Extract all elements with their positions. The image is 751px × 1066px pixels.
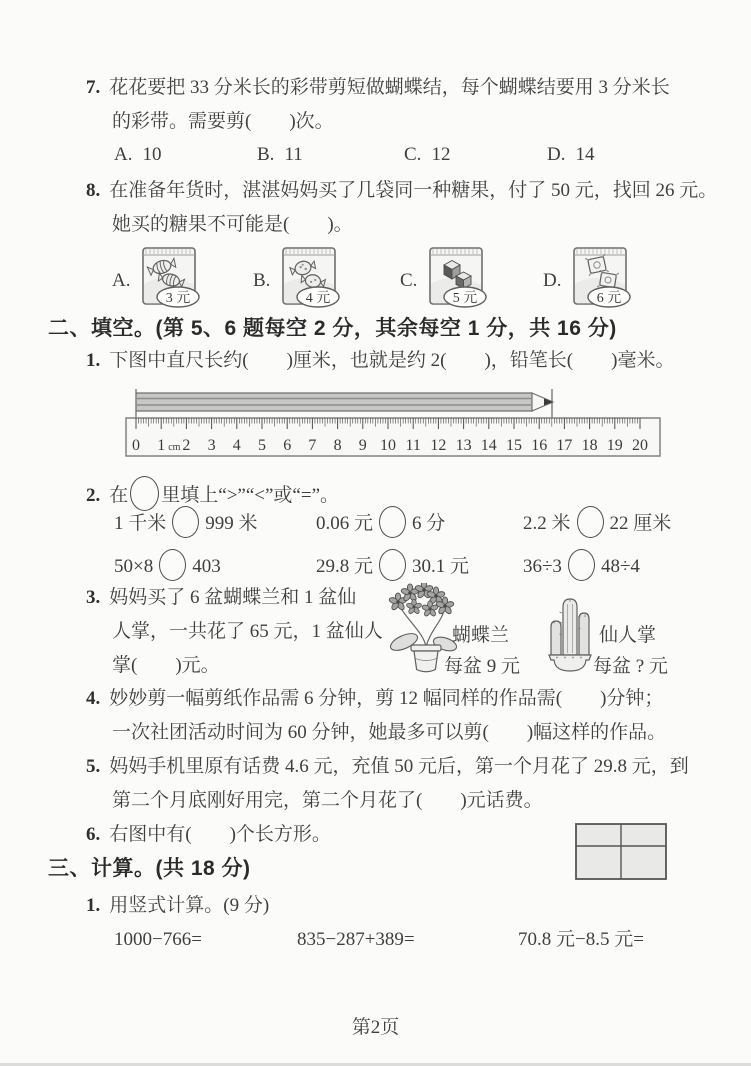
svg-text:3: 3	[207, 437, 216, 454]
option-c-value: 12	[431, 144, 451, 165]
cactus-plant-figure	[539, 593, 601, 677]
fill-3-number: 3.	[86, 587, 101, 608]
calc-expression-1: 1000−766=	[114, 929, 202, 950]
option-b-label: B.	[257, 144, 275, 165]
svg-text:6: 6	[283, 437, 292, 454]
fill-1-line	[86, 348, 674, 373]
calc-1-text: 用竖式计算。(9 分)	[109, 895, 270, 916]
blank-circle-icon	[379, 506, 406, 538]
svg-text:17: 17	[556, 437, 573, 454]
svg-text:11: 11	[405, 437, 421, 454]
bag-b-price: 4 元	[306, 291, 331, 306]
question-8-option-a	[112, 238, 203, 308]
fill-4-number: 4.	[86, 688, 101, 709]
fill-5-line-1: 5. 妈妈手机里原有话费 4.6 元，充值 50 元后，第一个月花了 29.8 元，到	[86, 756, 689, 777]
ruler-numbers	[132, 437, 648, 454]
fill-2-prompt-post: 里填上“>”“<”或“=”。	[161, 485, 340, 506]
rectangle-grid-figure	[575, 823, 667, 880]
candy-bag-4yuan-icon	[275, 238, 343, 308]
svg-text:18: 18	[581, 437, 598, 454]
blank-circle-icon	[172, 506, 199, 538]
fill-1-number: 1.	[86, 350, 101, 371]
fill-6-line: 6. 右图中有( )个长方形。	[86, 824, 331, 845]
option-a-value: 10	[142, 144, 162, 165]
comparison-item-1: 1 千米 999 米	[114, 506, 258, 538]
fill-5-number: 5.	[86, 756, 101, 777]
option-a-label: A.	[114, 144, 133, 165]
blank-circle-icon	[568, 549, 595, 581]
ruler-and-pencil-figure	[120, 388, 666, 468]
bag-b-label: B.	[253, 270, 271, 291]
question-7-text-1: 花花要把 33 分米长的彩带剪短做蝴蝶结，每个蝴蝶结要用 3 分米长	[109, 77, 670, 98]
cactus-label: 仙人掌	[599, 625, 657, 646]
option-d-label: D.	[547, 144, 566, 165]
question-7-option-c	[404, 144, 450, 166]
svg-text:19: 19	[606, 437, 623, 454]
fill-4-line-1: 4. 妙妙剪一幅剪纸作品需 6 分钟，剪 12 幅同样的作品需( )分钟；	[86, 688, 664, 709]
pencil-figure	[136, 393, 553, 411]
candy-bag-3yuan-icon	[135, 238, 203, 308]
bag-c-label: C.	[400, 270, 418, 291]
question-7-option-b	[257, 144, 303, 166]
calc-expression-2: 835−287+389=	[297, 929, 415, 950]
fill-6-number: 6.	[86, 824, 101, 845]
question-7-line-1	[86, 75, 670, 100]
section-calc-score-note: (共 18 分)	[155, 857, 251, 880]
svg-text:4: 4	[232, 437, 241, 454]
section-calc-title: 三、计算。	[48, 857, 156, 880]
fill-1-text: 下图中直尺长约( )厘米，也就是约 2( )，铅笔长( )毫米。	[109, 350, 675, 371]
question-8-option-c	[400, 238, 490, 308]
bag-d-label: D.	[543, 270, 562, 291]
bag-c-price: 5 元	[453, 291, 478, 306]
svg-text:7: 7	[308, 437, 317, 454]
section-fill-title: 二、填空。	[48, 317, 156, 340]
blank-circle-icon	[577, 506, 604, 538]
question-7-option-d	[547, 144, 594, 166]
ruler-ticks	[136, 418, 640, 429]
section-fill-heading	[48, 312, 617, 342]
orchid-price-label: 每盆 9 元	[444, 656, 521, 677]
question-8-text-1: 在准备年货时，湛湛妈妈买了几袋同一种糖果，付了 50 元，找回 26 元。	[109, 180, 718, 201]
question-8-line-1	[86, 178, 717, 203]
page-number: 第2页	[351, 1017, 400, 1038]
fill-2-number: 2.	[86, 485, 101, 506]
question-7-line-2: 的彩带。需要剪( )次。	[112, 111, 334, 132]
svg-text:8: 8	[333, 437, 342, 454]
calc-expression-3: 70.8 元−8.5 元=	[518, 929, 644, 950]
cactus-price-label: 每盆 ? 元	[593, 656, 668, 677]
svg-text:14: 14	[480, 437, 497, 454]
svg-text:5: 5	[258, 437, 266, 454]
question-8-line-2: 她买的糖果不可能是( )。	[112, 214, 353, 235]
calc-1-number: 1.	[86, 895, 101, 916]
option-c-label: C.	[404, 144, 422, 165]
question-7-number: 7.	[86, 77, 101, 98]
svg-text:16: 16	[531, 437, 548, 454]
fill-3-line-3: 掌( )元。	[112, 655, 220, 676]
comparison-item-6: 36÷3 48÷4	[523, 549, 640, 581]
comparison-item-4: 50×8 403	[114, 549, 221, 581]
bag-d-price: 6 元	[597, 291, 622, 306]
blank-circle-icon	[159, 549, 186, 581]
svg-text:cm: cm	[168, 442, 181, 453]
svg-text:2: 2	[182, 437, 191, 454]
ruler-figure	[126, 418, 660, 456]
svg-text:9: 9	[358, 437, 367, 454]
svg-text:13: 13	[455, 437, 472, 454]
question-7-option-a	[114, 144, 161, 166]
candy-bag-5yuan-icon	[422, 238, 490, 308]
comparison-item-3: 2.2 米 22 厘米	[523, 506, 671, 538]
fill-5-line-2: 第二个月底刚好用完，第二个月花了( )元话费。	[112, 790, 543, 811]
candy-bag-6yuan-icon	[566, 238, 634, 308]
bag-a-price: 3 元	[166, 291, 191, 306]
question-8-option-d	[543, 238, 634, 308]
question-8-option-b	[253, 238, 343, 308]
blank-circle-icon	[379, 549, 406, 581]
section-calc-heading	[48, 852, 251, 882]
orchid-label: 蝴蝶兰	[452, 625, 510, 646]
fill-3-line-2: 人掌，一共花了 65 元，1 盆仙人	[112, 621, 383, 642]
svg-text:20: 20	[632, 437, 648, 454]
section-fill-score-note: (第 5、6 题每空 2 分，其余每空 1 分，共 16 分)	[155, 317, 617, 340]
fill-3-line-1: 3. 妈妈买了 6 盆蝴蝶兰和 1 盆仙	[86, 587, 357, 608]
svg-text:0: 0	[132, 437, 140, 454]
svg-text:12: 12	[430, 437, 447, 454]
question-8-number: 8.	[86, 180, 101, 201]
option-b-value: 11	[284, 144, 303, 165]
fill-2-prompt-pre: 在	[109, 485, 129, 506]
calc-1-line	[86, 893, 269, 918]
bag-a-label: A.	[112, 270, 131, 291]
comparison-item-5: 29.8 元 30.1 元	[316, 549, 469, 581]
comparison-item-2: 0.06 元 6 分	[316, 506, 445, 538]
svg-text:10: 10	[380, 437, 396, 454]
svg-text:1: 1	[157, 437, 166, 454]
fill-4-line-2: 一次社团活动时间为 60 分钟，她最多可以剪( )幅这样的作品。	[112, 722, 667, 743]
option-d-value: 14	[575, 144, 595, 165]
svg-text:15: 15	[506, 437, 522, 454]
